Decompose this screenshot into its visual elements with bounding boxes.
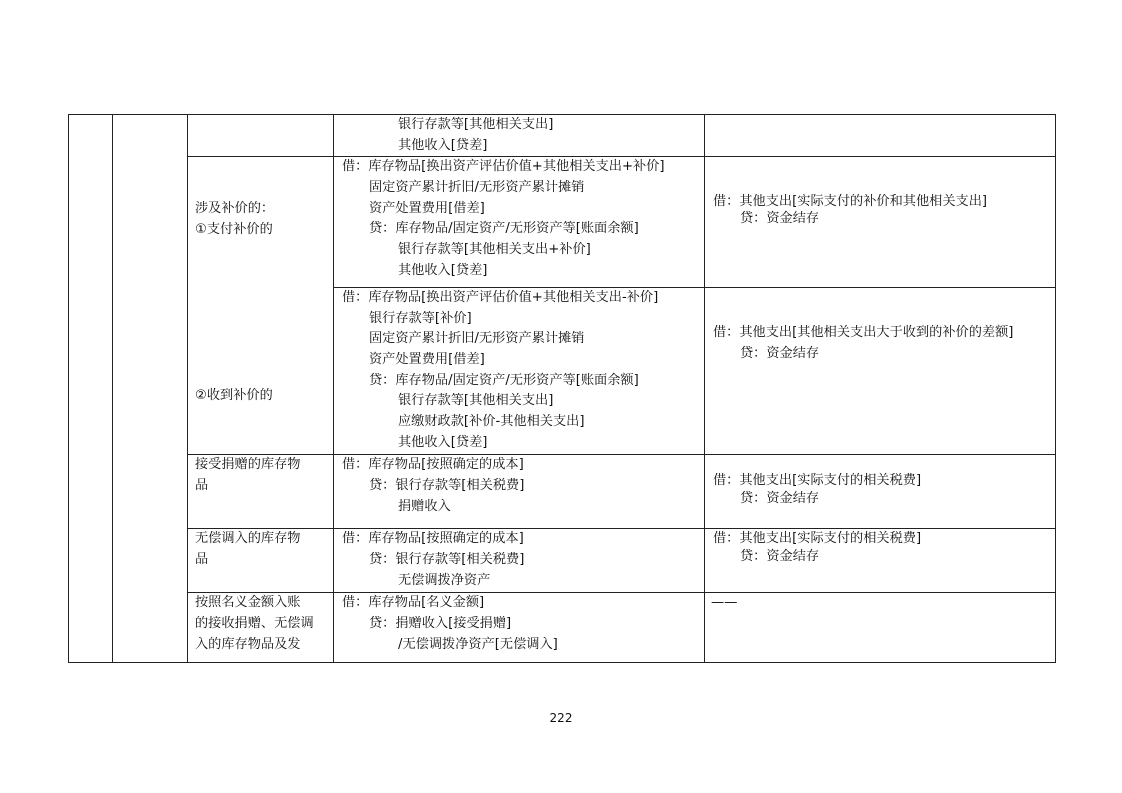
budget-line: 贷：资金结存 xyxy=(740,211,820,227)
budget-line: 借：其他支出[实际支付的补价和其他相关支出] xyxy=(713,194,988,210)
entry-line: 银行存款等[其他相关支出] xyxy=(398,117,554,132)
category-line: ①支付补价的 xyxy=(195,222,273,238)
entry-line: 借：库存物品[名义金额] xyxy=(342,595,485,611)
budget-line: 贷：资金结存 xyxy=(740,345,820,361)
category-line: 品 xyxy=(195,478,209,494)
entry-line: 贷：银行存款等[相关税费] xyxy=(369,478,525,494)
entry-line: 借：库存物品[换出资产评估价值+其他相关支出-补价] xyxy=(342,289,659,305)
category-cell xyxy=(188,593,334,663)
budget-line: 贷：资金结存 xyxy=(740,491,820,507)
entry-line: 资产处置费用[借差] xyxy=(369,200,485,216)
entry-line: 贷：捐赠收入[接受捐赠] xyxy=(369,616,512,632)
col-1-cell xyxy=(69,115,113,663)
entry-line: 其他收入[贷差] xyxy=(398,137,488,153)
financial-entry-cell xyxy=(334,529,705,593)
entry-line: 银行存款等[其他相关支出+补价] xyxy=(398,242,591,258)
budget-entry-cell xyxy=(705,115,1056,157)
table-row-free-transfer xyxy=(69,529,1056,593)
entry-line: 贷：库存物品/固定资产/无形资产等[账面余额] xyxy=(369,372,639,388)
category-line: 的接收捐赠、无偿调 xyxy=(195,616,314,632)
budget-entry-cell xyxy=(705,529,1056,593)
col-2-cell xyxy=(113,115,188,663)
entry-line: 无偿调拨净资产 xyxy=(398,572,491,588)
page-number: 222 xyxy=(549,711,573,725)
financial-entry-cell xyxy=(334,157,705,287)
entry-line: 固定资产累计折旧/无形资产累计摊销 xyxy=(369,180,585,196)
budget-entry-cell xyxy=(705,455,1056,529)
entry-line: 应缴财政款[补价-其他相关支出] xyxy=(398,413,585,429)
entry-line: 资产处置费用[借差] xyxy=(369,351,485,367)
category-cell xyxy=(188,529,334,593)
table-row-donation xyxy=(69,455,1056,529)
table-row-nominal-amount xyxy=(69,593,1056,663)
entry-line: 其他收入[贷差] xyxy=(398,262,488,278)
category-line: 涉及补价的： xyxy=(195,201,275,217)
category-cell xyxy=(188,115,334,157)
budget-entry-cell xyxy=(705,287,1056,455)
category-line: ②收到补价的 xyxy=(195,388,273,404)
entry-line: 借：库存物品[换出资产评估价值+其他相关支出+补价] xyxy=(342,159,665,175)
entry-line: 固定资产累计折旧/无形资产累计摊销 xyxy=(369,331,585,347)
budget-line: 借：其他支出[其他相关支出大于收到的补价的差额] xyxy=(713,324,1014,340)
empty-dash: —— xyxy=(711,595,738,611)
category-line: 品 xyxy=(195,552,209,568)
budget-line: 借：其他支出[实际支付的相关税费] xyxy=(713,473,922,489)
entry-line: 借：库存物品[按照确定的成本] xyxy=(342,457,524,473)
category-line: 无偿调入的库存物 xyxy=(195,531,301,547)
accounting-entries-table xyxy=(68,114,1056,663)
table-row-continuation xyxy=(69,115,1056,157)
entry-line: 贷：库存物品/固定资产/无形资产等[账面余额] xyxy=(369,221,639,237)
financial-entry-cell xyxy=(334,593,705,663)
entry-line: 银行存款等[其他相关支出] xyxy=(398,393,554,409)
category-line: 接受捐赠的库存物 xyxy=(195,457,301,473)
entry-line: 银行存款等[补价] xyxy=(369,310,472,326)
budget-entry-cell xyxy=(705,157,1056,287)
entry-line: 其他收入[贷差] xyxy=(398,434,488,450)
financial-entry-cell xyxy=(334,455,705,529)
category-cell xyxy=(188,455,334,529)
budget-entry-cell xyxy=(705,593,1056,663)
entry-line: 捐赠收入 xyxy=(398,498,451,514)
table-row-pay-premium xyxy=(69,157,1056,287)
accounting-table-wrapper xyxy=(68,114,1056,663)
budget-line: 借：其他支出[实际支付的相关税费] xyxy=(713,531,922,547)
financial-entry-cell xyxy=(334,115,705,157)
financial-entry-cell xyxy=(334,287,705,455)
category-line: 入的库存物品及发 xyxy=(195,636,301,652)
entry-line: 借：库存物品[按照确定的成本] xyxy=(342,531,524,547)
entry-line: /无偿调拨净资产[无偿调入] xyxy=(398,636,558,652)
entry-line: 贷：银行存款等[相关税费] xyxy=(369,552,525,568)
category-cell xyxy=(188,157,334,455)
budget-line: 贷：资金结存 xyxy=(740,549,820,565)
category-line: 按照名义金额入账 xyxy=(195,595,301,611)
